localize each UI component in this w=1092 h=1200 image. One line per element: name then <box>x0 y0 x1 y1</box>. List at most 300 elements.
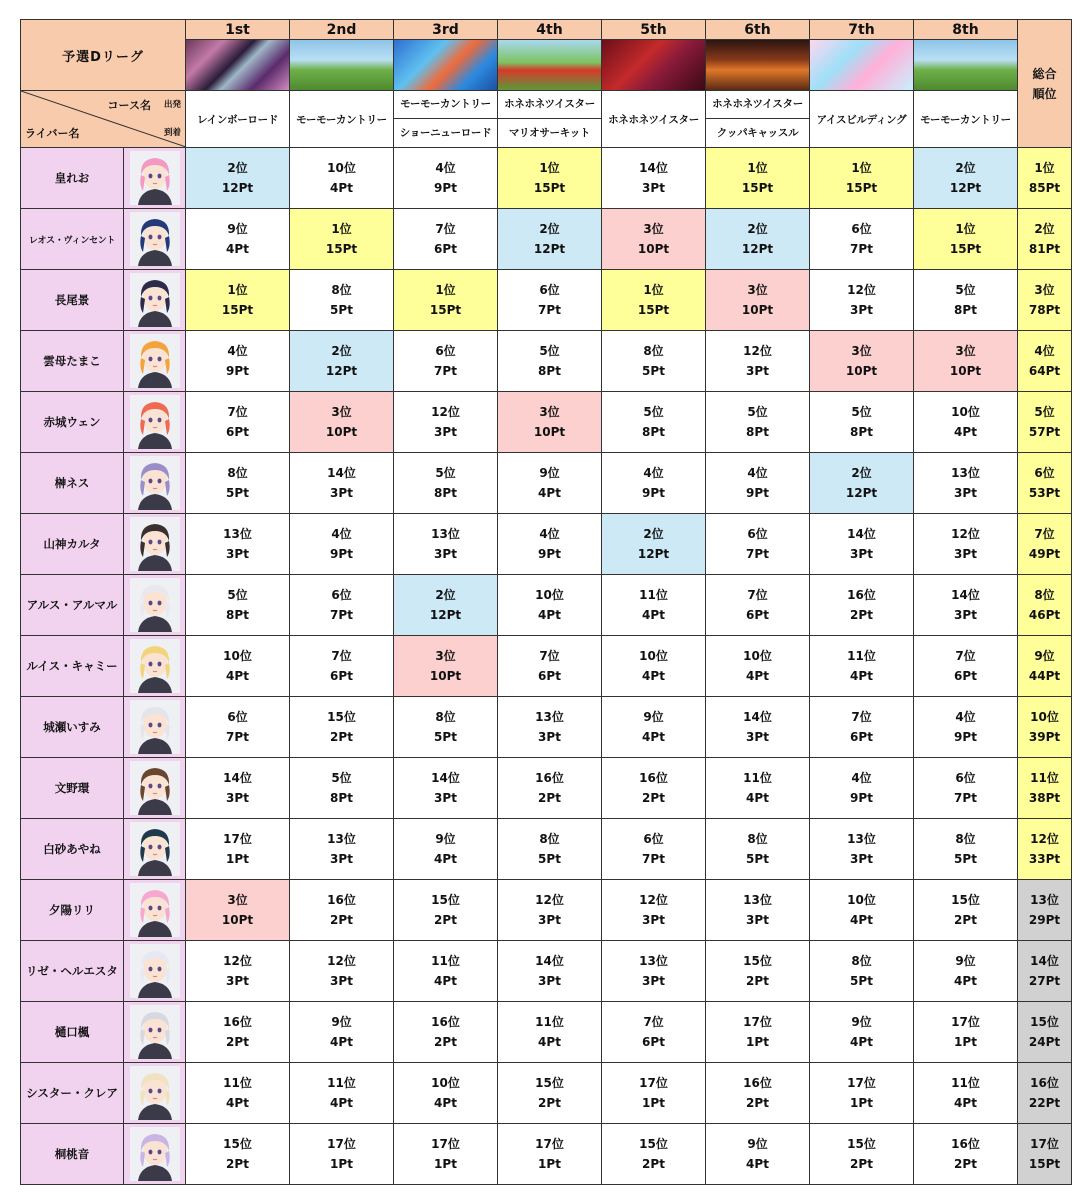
result-rank: 10位 <box>847 893 876 907</box>
race-result-8 <box>914 819 1018 880</box>
result-points: 3Pt <box>642 181 665 195</box>
race-result-1 <box>186 636 290 697</box>
round-header-2: 2nd <box>290 20 394 40</box>
race-result-3 <box>394 575 498 636</box>
race-result-7 <box>810 819 914 880</box>
result-rank: 4位 <box>955 710 976 724</box>
race-result-6 <box>706 453 810 514</box>
overall-points: 85Pt <box>1028 181 1061 195</box>
result-rank: 7位 <box>539 649 560 663</box>
race-result-3 <box>394 880 498 941</box>
race-result-8 <box>914 392 1018 453</box>
overall-result <box>1018 575 1072 636</box>
race-result-3 <box>394 1063 498 1124</box>
overall-points: 49Pt <box>1028 547 1061 561</box>
result-rank: 15位 <box>223 1137 252 1151</box>
result-points: 2Pt <box>642 791 665 805</box>
result-points: 8Pt <box>850 425 873 439</box>
race-result-2 <box>290 575 394 636</box>
player-name: 赤城ウェン <box>21 392 124 453</box>
result-points: 2Pt <box>434 1035 457 1049</box>
result-rank: 4位 <box>851 771 872 785</box>
result-rank: 16位 <box>639 771 668 785</box>
player-avatar-cell <box>124 331 186 392</box>
race-result-2 <box>290 209 394 270</box>
race-result-6 <box>706 880 810 941</box>
result-rank: 12位 <box>535 893 564 907</box>
player-row <box>21 941 1072 1002</box>
result-points: 3Pt <box>746 913 769 927</box>
result-rank: 13位 <box>223 527 252 541</box>
result-points: 4Pt <box>850 1035 873 1049</box>
overall-rank: 16位 <box>1030 1076 1059 1090</box>
result-points: 9Pt <box>434 181 457 195</box>
race-result-8 <box>914 880 1018 941</box>
player-name: リゼ・ヘルエスタ <box>21 941 124 1002</box>
race-result-7 <box>810 575 914 636</box>
race-result-6 <box>706 514 810 575</box>
result-rank: 5位 <box>227 588 248 602</box>
header-corner <box>21 91 186 148</box>
race-result-8 <box>914 758 1018 819</box>
result-rank: 13位 <box>327 832 356 846</box>
result-points: 12Pt <box>949 181 982 195</box>
course-thumbnail-2 <box>290 40 394 91</box>
race-result-7 <box>810 697 914 758</box>
result-points: 2Pt <box>226 1035 249 1049</box>
player-avatar-cell <box>124 453 186 514</box>
player-name: 皇れお <box>21 148 124 209</box>
overall-rank: 15位 <box>1030 1015 1059 1029</box>
result-rank: 8位 <box>643 344 664 358</box>
result-points: 12Pt <box>637 547 670 561</box>
result-rank: 10位 <box>223 649 252 663</box>
race-result-2 <box>290 1002 394 1063</box>
result-rank: 14位 <box>535 954 564 968</box>
course-name-cell-2 <box>290 91 394 148</box>
avatar <box>130 761 180 815</box>
result-rank: 1位 <box>643 283 664 297</box>
result-rank: 13位 <box>535 710 564 724</box>
course-image <box>810 40 913 90</box>
overall-result <box>1018 1124 1072 1185</box>
race-result-8 <box>914 1063 1018 1124</box>
result-points: 12Pt <box>221 181 254 195</box>
result-points: 8Pt <box>746 425 769 439</box>
result-points: 4Pt <box>538 486 561 500</box>
result-points: 3Pt <box>434 547 457 561</box>
overall-rank: 13位 <box>1030 893 1059 907</box>
race-result-2 <box>290 453 394 514</box>
result-rank: 6位 <box>747 527 768 541</box>
race-result-8 <box>914 941 1018 1002</box>
avatar <box>130 1005 180 1059</box>
race-result-1 <box>186 941 290 1002</box>
race-result-8 <box>914 514 1018 575</box>
player-row <box>21 758 1072 819</box>
result-rank: 3位 <box>643 222 664 236</box>
result-points: 4Pt <box>330 1096 353 1110</box>
race-result-2 <box>290 880 394 941</box>
result-points: 12Pt <box>533 242 566 256</box>
overall-line2: 順位 <box>1032 86 1057 101</box>
result-rank: 11位 <box>847 649 876 663</box>
result-rank: 12位 <box>743 344 772 358</box>
player-row <box>21 697 1072 758</box>
race-result-3 <box>394 209 498 270</box>
overall-rank: 14位 <box>1030 954 1059 968</box>
result-points: 2Pt <box>538 791 561 805</box>
result-points: 5Pt <box>538 852 561 866</box>
result-rank: 5位 <box>539 344 560 358</box>
result-points: 9Pt <box>954 730 977 744</box>
player-avatar-cell <box>124 148 186 209</box>
overall-result <box>1018 392 1072 453</box>
course-name: モーモーカントリー <box>920 113 1011 126</box>
result-points: 15Pt <box>533 181 566 195</box>
result-rank: 15位 <box>743 954 772 968</box>
player-avatar-cell <box>124 758 186 819</box>
result-rank: 5位 <box>851 405 872 419</box>
result-rank: 9位 <box>747 1137 768 1151</box>
result-points: 6Pt <box>642 1035 665 1049</box>
result-points: 8Pt <box>642 425 665 439</box>
result-rank: 13位 <box>639 954 668 968</box>
race-result-8 <box>914 697 1018 758</box>
result-rank: 8位 <box>331 283 352 297</box>
course-image <box>290 40 393 90</box>
round-header-3: 3rd <box>394 20 498 40</box>
result-rank: 7位 <box>955 649 976 663</box>
overall-points: 15Pt <box>1028 1157 1061 1171</box>
race-result-7 <box>810 636 914 697</box>
result-rank: 16位 <box>327 893 356 907</box>
result-rank: 6位 <box>227 710 248 724</box>
result-points: 3Pt <box>538 974 561 988</box>
result-rank: 12位 <box>223 954 252 968</box>
result-rank: 5位 <box>747 405 768 419</box>
result-points: 3Pt <box>746 730 769 744</box>
result-rank: 3位 <box>539 405 560 419</box>
race-result-4 <box>498 392 602 453</box>
race-result-1 <box>186 880 290 941</box>
overall-rank: 6位 <box>1034 466 1055 480</box>
result-rank: 6位 <box>331 588 352 602</box>
result-rank: 8位 <box>851 954 872 968</box>
race-result-7 <box>810 941 914 1002</box>
result-points: 5Pt <box>434 730 457 744</box>
result-rank: 14位 <box>431 771 460 785</box>
race-result-6 <box>706 148 810 209</box>
player-row <box>21 392 1072 453</box>
result-rank: 8位 <box>435 710 456 724</box>
result-points: 5Pt <box>226 486 249 500</box>
result-points: 3Pt <box>538 730 561 744</box>
race-result-2 <box>290 1063 394 1124</box>
race-result-7 <box>810 148 914 209</box>
race-result-5 <box>602 819 706 880</box>
result-points: 2Pt <box>850 1157 873 1171</box>
result-points: 2Pt <box>434 913 457 927</box>
result-points: 3Pt <box>226 974 249 988</box>
result-points: 4Pt <box>850 913 873 927</box>
overall-result <box>1018 819 1072 880</box>
result-rank: 4位 <box>747 466 768 480</box>
result-points: 6Pt <box>954 669 977 683</box>
race-result-6 <box>706 1002 810 1063</box>
player-avatar-cell <box>124 941 186 1002</box>
race-result-5 <box>602 1063 706 1124</box>
result-rank: 8位 <box>539 832 560 846</box>
race-result-3 <box>394 270 498 331</box>
result-rank: 16位 <box>223 1015 252 1029</box>
player-name: 城瀬いすみ <box>21 697 124 758</box>
result-points: 4Pt <box>642 669 665 683</box>
race-result-4 <box>498 697 602 758</box>
result-points: 3Pt <box>330 852 353 866</box>
result-rank: 10位 <box>743 649 772 663</box>
course-image <box>498 40 601 90</box>
result-rank: 17位 <box>743 1015 772 1029</box>
race-result-7 <box>810 209 914 270</box>
result-points: 2Pt <box>954 1157 977 1171</box>
result-points: 4Pt <box>226 1096 249 1110</box>
race-result-1 <box>186 1124 290 1185</box>
player-row <box>21 270 1072 331</box>
race-result-2 <box>290 941 394 1002</box>
result-points: 7Pt <box>954 791 977 805</box>
course-thumbnail-6 <box>706 40 810 91</box>
player-row <box>21 331 1072 392</box>
result-points: 2Pt <box>746 974 769 988</box>
result-rank: 7位 <box>851 710 872 724</box>
race-result-3 <box>394 453 498 514</box>
result-rank: 14位 <box>223 771 252 785</box>
result-points: 3Pt <box>954 608 977 622</box>
result-rank: 9位 <box>643 710 664 724</box>
result-rank: 6位 <box>643 832 664 846</box>
player-row <box>21 148 1072 209</box>
race-result-5 <box>602 331 706 392</box>
race-result-6 <box>706 819 810 880</box>
result-rank: 14位 <box>639 161 668 175</box>
result-rank: 16位 <box>431 1015 460 1029</box>
overall-points: 38Pt <box>1028 791 1061 805</box>
result-points: 7Pt <box>330 608 353 622</box>
result-rank: 15位 <box>431 893 460 907</box>
result-rank: 6位 <box>955 771 976 785</box>
race-result-8 <box>914 636 1018 697</box>
result-rank: 2位 <box>539 222 560 236</box>
race-result-1 <box>186 1063 290 1124</box>
player-row <box>21 1124 1072 1185</box>
race-result-8 <box>914 453 1018 514</box>
result-rank: 17位 <box>847 1076 876 1090</box>
result-points: 2Pt <box>538 1096 561 1110</box>
race-result-5 <box>602 941 706 1002</box>
race-result-2 <box>290 758 394 819</box>
avatar <box>130 700 180 754</box>
race-result-4 <box>498 209 602 270</box>
result-points: 15Pt <box>637 303 670 317</box>
overall-rank: 3位 <box>1034 283 1055 297</box>
race-result-5 <box>602 209 706 270</box>
course-name-cell-3 <box>394 91 498 148</box>
result-points: 4Pt <box>330 1035 353 1049</box>
race-result-4 <box>498 331 602 392</box>
race-result-2 <box>290 514 394 575</box>
overall-rank-header <box>1018 20 1072 148</box>
course-thumbnail-3 <box>394 40 498 91</box>
course-name-label: コース名 <box>107 99 151 112</box>
course-arrive: マリオサーキット <box>508 127 591 139</box>
race-result-5 <box>602 1124 706 1185</box>
course-name-cell-6 <box>706 91 810 148</box>
result-points: 8Pt <box>434 486 457 500</box>
result-points: 4Pt <box>746 1157 769 1171</box>
result-points: 3Pt <box>434 425 457 439</box>
result-points: 7Pt <box>226 730 249 744</box>
result-rank: 2位 <box>851 466 872 480</box>
overall-rank: 12位 <box>1030 832 1059 846</box>
overall-result <box>1018 758 1072 819</box>
standings-table <box>20 19 1072 1185</box>
result-rank: 2位 <box>331 344 352 358</box>
overall-result <box>1018 270 1072 331</box>
race-result-4 <box>498 1063 602 1124</box>
result-points: 6Pt <box>850 730 873 744</box>
result-points: 4Pt <box>954 1096 977 1110</box>
result-rank: 9位 <box>435 832 456 846</box>
result-points: 5Pt <box>642 364 665 378</box>
avatar <box>130 517 180 571</box>
overall-result <box>1018 1063 1072 1124</box>
course-thumbnail-8 <box>914 40 1018 91</box>
race-result-5 <box>602 697 706 758</box>
race-result-1 <box>186 697 290 758</box>
result-points: 10Pt <box>325 425 358 439</box>
arrive-label: 到着 <box>163 128 181 138</box>
player-row <box>21 575 1072 636</box>
course-name: モーモーカントリー <box>296 113 387 126</box>
race-result-1 <box>186 819 290 880</box>
result-rank: 9位 <box>539 466 560 480</box>
player-avatar-cell <box>124 575 186 636</box>
result-points: 2Pt <box>746 1096 769 1110</box>
result-rank: 11位 <box>951 1076 980 1090</box>
result-rank: 15位 <box>327 710 356 724</box>
result-points: 4Pt <box>434 852 457 866</box>
result-rank: 11位 <box>431 954 460 968</box>
overall-points: 22Pt <box>1028 1096 1061 1110</box>
result-points: 8Pt <box>538 364 561 378</box>
overall-result <box>1018 941 1072 1002</box>
player-row <box>21 209 1072 270</box>
player-row <box>21 514 1072 575</box>
result-points: 10Pt <box>949 364 982 378</box>
result-points: 3Pt <box>746 364 769 378</box>
result-points: 1Pt <box>434 1157 457 1171</box>
result-points: 10Pt <box>741 303 774 317</box>
result-points: 1Pt <box>226 852 249 866</box>
course-arrive: ショーニューロード <box>399 127 492 139</box>
result-rank: 9位 <box>955 954 976 968</box>
result-points: 4Pt <box>538 608 561 622</box>
overall-result <box>1018 209 1072 270</box>
result-rank: 14位 <box>951 588 980 602</box>
result-points: 10Pt <box>221 913 254 927</box>
overall-rank: 1位 <box>1034 161 1055 175</box>
overall-rank: 5位 <box>1034 405 1055 419</box>
result-points: 1Pt <box>850 1096 873 1110</box>
overall-result <box>1018 514 1072 575</box>
race-result-3 <box>394 331 498 392</box>
race-result-6 <box>706 1124 810 1185</box>
result-rank: 9位 <box>851 1015 872 1029</box>
result-rank: 14位 <box>743 710 772 724</box>
result-points: 8Pt <box>954 303 977 317</box>
round-header-8: 8th <box>914 20 1018 40</box>
overall-rank: 4位 <box>1034 344 1055 358</box>
result-rank: 16位 <box>951 1137 980 1151</box>
avatar <box>130 334 180 388</box>
league-title: 予選Dリーグ <box>21 20 186 91</box>
result-rank: 8位 <box>747 832 768 846</box>
result-points: 3Pt <box>954 547 977 561</box>
race-result-7 <box>810 1063 914 1124</box>
round-header-5: 5th <box>602 20 706 40</box>
race-result-1 <box>186 1002 290 1063</box>
race-result-6 <box>706 636 810 697</box>
race-result-4 <box>498 1002 602 1063</box>
player-name: ルイス・キャミー <box>21 636 124 697</box>
overall-points: 78Pt <box>1028 303 1061 317</box>
result-points: 12Pt <box>429 608 462 622</box>
avatar <box>130 456 180 510</box>
avatar <box>130 395 180 449</box>
result-rank: 10位 <box>535 588 564 602</box>
race-result-8 <box>914 331 1018 392</box>
result-points: 9Pt <box>538 547 561 561</box>
overall-result <box>1018 636 1072 697</box>
result-rank: 1位 <box>435 283 456 297</box>
avatar <box>130 1066 180 1120</box>
result-points: 2Pt <box>226 1157 249 1171</box>
result-rank: 14位 <box>847 527 876 541</box>
avatar <box>130 578 180 632</box>
result-points: 15Pt <box>325 242 358 256</box>
race-result-3 <box>394 758 498 819</box>
race-result-6 <box>706 392 810 453</box>
result-rank: 13位 <box>743 893 772 907</box>
result-points: 7Pt <box>434 364 457 378</box>
result-rank: 12位 <box>327 954 356 968</box>
race-result-1 <box>186 209 290 270</box>
race-result-1 <box>186 270 290 331</box>
result-points: 1Pt <box>330 1157 353 1171</box>
result-points: 10Pt <box>533 425 566 439</box>
overall-points: 33Pt <box>1028 852 1061 866</box>
result-rank: 10位 <box>327 161 356 175</box>
race-result-6 <box>706 209 810 270</box>
result-rank: 11位 <box>223 1076 252 1090</box>
race-result-8 <box>914 148 1018 209</box>
result-rank: 10位 <box>639 649 668 663</box>
result-points: 4Pt <box>330 181 353 195</box>
result-rank: 15位 <box>951 893 980 907</box>
race-result-6 <box>706 575 810 636</box>
overall-points: 46Pt <box>1028 608 1061 622</box>
